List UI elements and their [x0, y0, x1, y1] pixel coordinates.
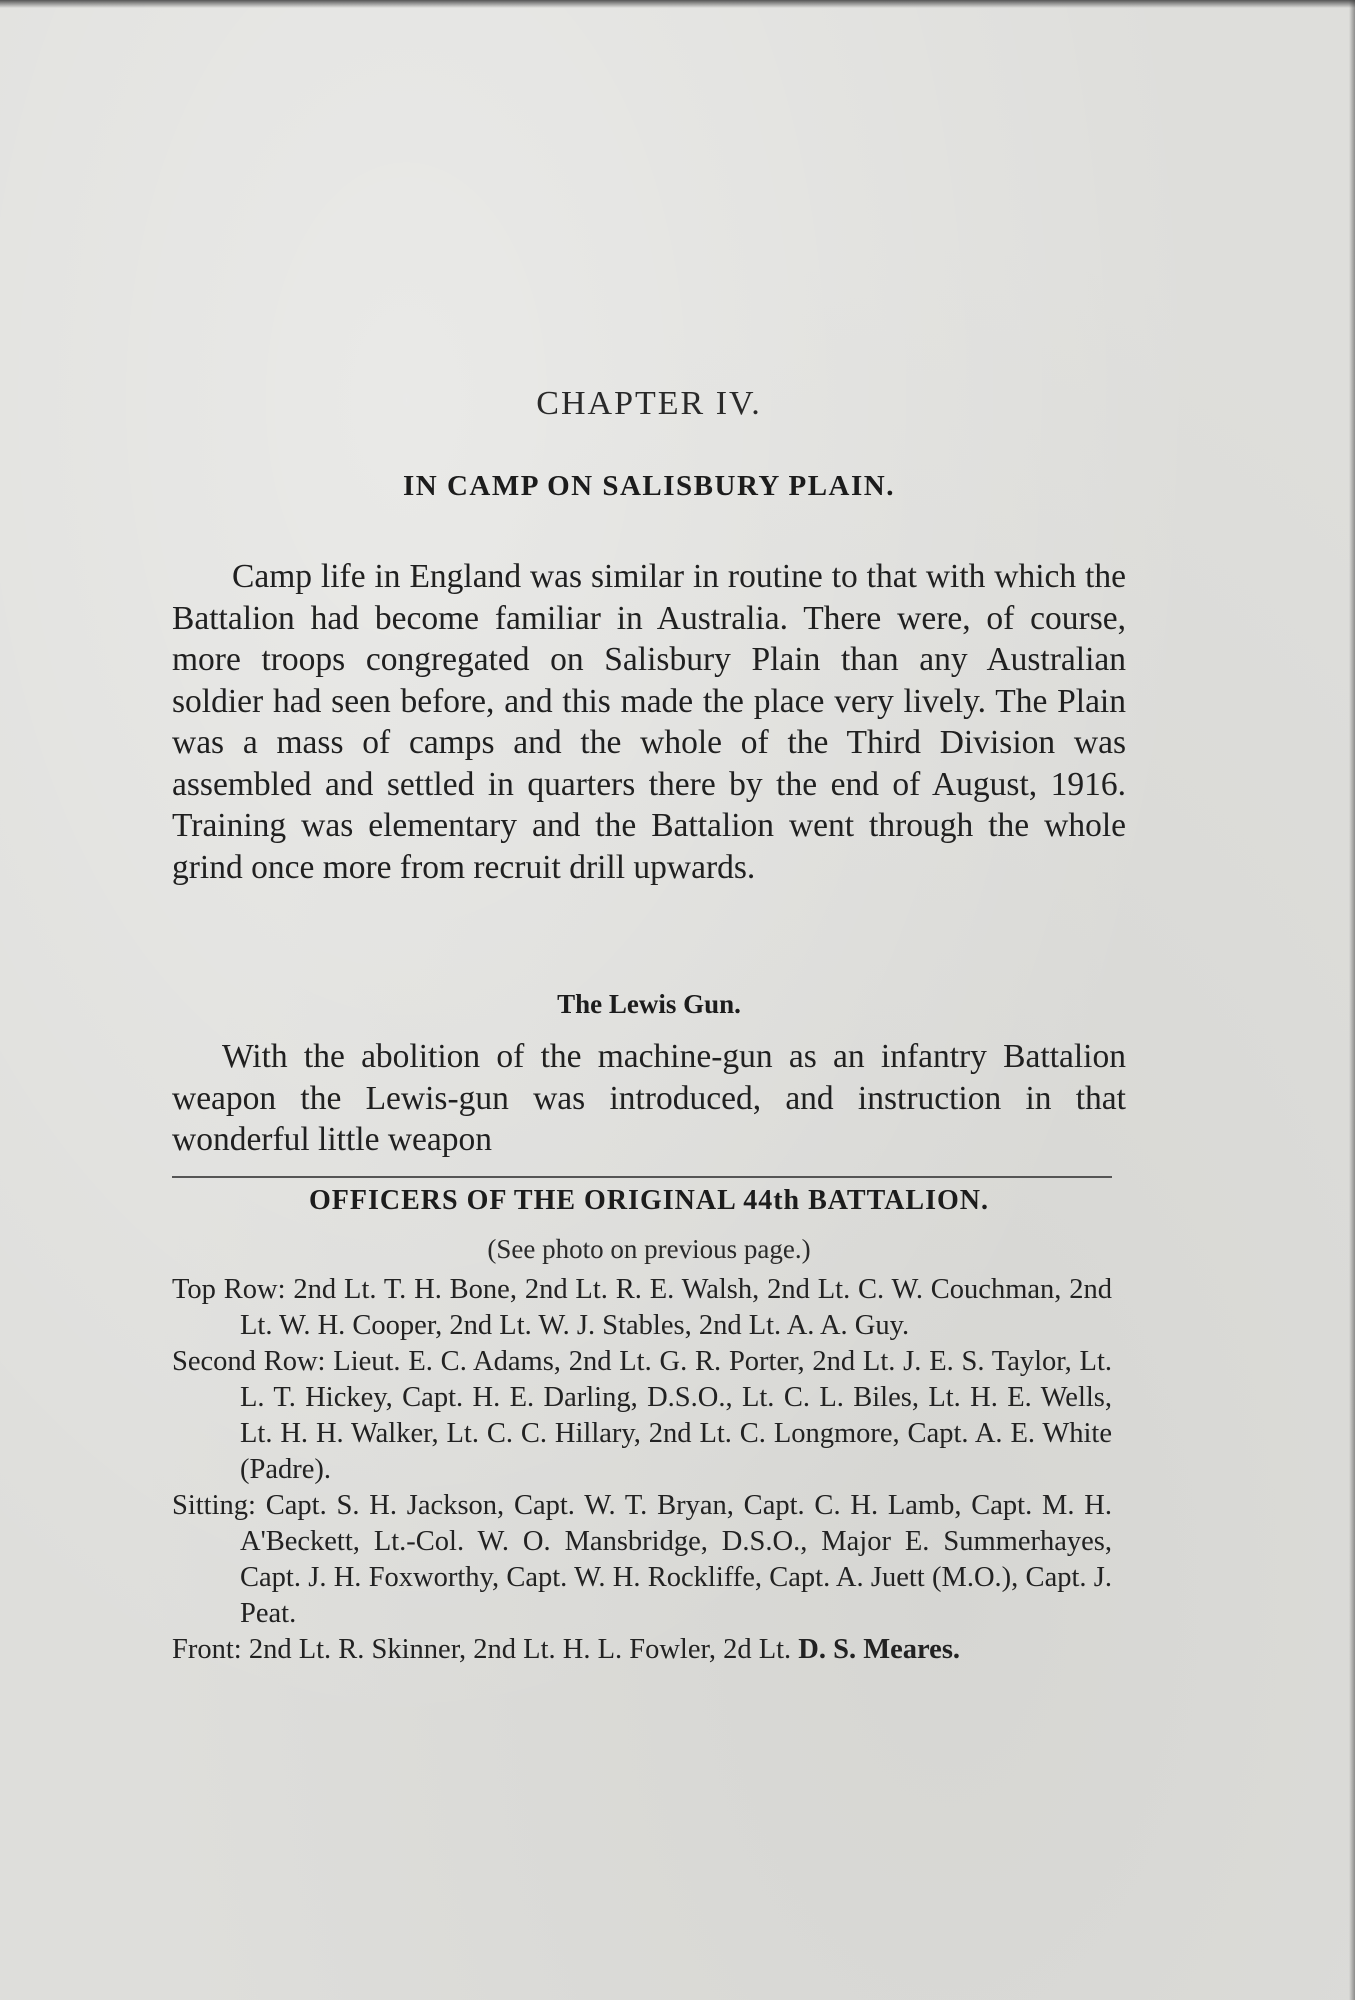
row-names-bold: D. S. Meares. [798, 1634, 961, 1665]
officers-list [172, 1272, 1112, 1668]
officers-row-second [172, 1344, 1112, 1488]
row-names: 2nd Lt. T. H. Bone, 2nd Lt. R. E. Walsh, 2nd Lt. C. W. Couchman, 2nd Lt. W. H. Cooper, 2nd Lt. W. J. Stables, 2nd Lt. A. A. Guy. [240, 1274, 1113, 1341]
chapter-title: IN CAMP ON SALISBURY PLAIN. [403, 470, 895, 502]
paragraph-lewis-gun: With the abolition of the machine-gun as an infantry Battalion weapon the Lewis-gun was introduced, and instruction in that wonderful little weapon [172, 1038, 1126, 1158]
row-names: Capt. S. H. Jackson, Capt. W. T. Bryan, Capt. C. H. Lamb, Capt. M. H. A'Beckett, Lt.-Col. W. O. Mansbridge, D.S.O., Major E. Summerhayes, Capt. J. H. Foxworthy, Capt. W. H. Rockliffe, Capt. A. Juett (M.O.), Capt. J. Peat. [240, 1490, 1113, 1629]
divider-rule [172, 1176, 1112, 1178]
row-names: Lieut. E. C. Adams, 2nd Lt. G. R. Porter, 2nd Lt. J. E. S. Taylor, Lt. L. T. Hickey, Capt. H. E. Darling, D.S.O., Lt. C. L. Biles, Lt. H. E. Wells, Lt. H. H. Walker, Lt. C. C. Hillary, 2nd Lt. C. Longmore, Capt. A. E. White (Padre). [240, 1346, 1113, 1485]
row-label: Front: [172, 1634, 242, 1665]
paragraph-camp-life: Camp life in England was similar in routine to that with which the Battalion had become familiar in Australia. There were, of course, more troops congregated on Salisbury Plain than any Australian soldier had seen before, and this made the place very lively. The Plain was a mass of camps and the whole of the Third Division was assembled and settled in quarters there by the end of August, 1916. Training was elementary and the Battalion went through the whole grind once more from recruit drill upwards. [172, 558, 1126, 886]
row-names: 2nd Lt. R. Skinner, 2nd Lt. H. L. Fowler, 2d Lt. [248, 1634, 792, 1665]
officers-row-sitting [172, 1488, 1112, 1632]
page-top-edge [0, 0, 1355, 8]
row-label: Sitting: [172, 1490, 256, 1521]
row-label: Second Row: [172, 1346, 326, 1377]
officers-title: OFFICERS OF THE ORIGINAL 44th BATTALION. [309, 1185, 989, 1216]
row-label: Top Row: [172, 1274, 286, 1305]
officers-row-top [172, 1272, 1112, 1344]
page-right-edge [1349, 0, 1355, 2000]
chapter-heading: CHAPTER IV. [536, 385, 762, 422]
officers-row-front [172, 1632, 1112, 1668]
section-subheading: The Lewis Gun. [557, 989, 741, 1019]
officers-note: (See photo on previous page.) [487, 1234, 811, 1264]
